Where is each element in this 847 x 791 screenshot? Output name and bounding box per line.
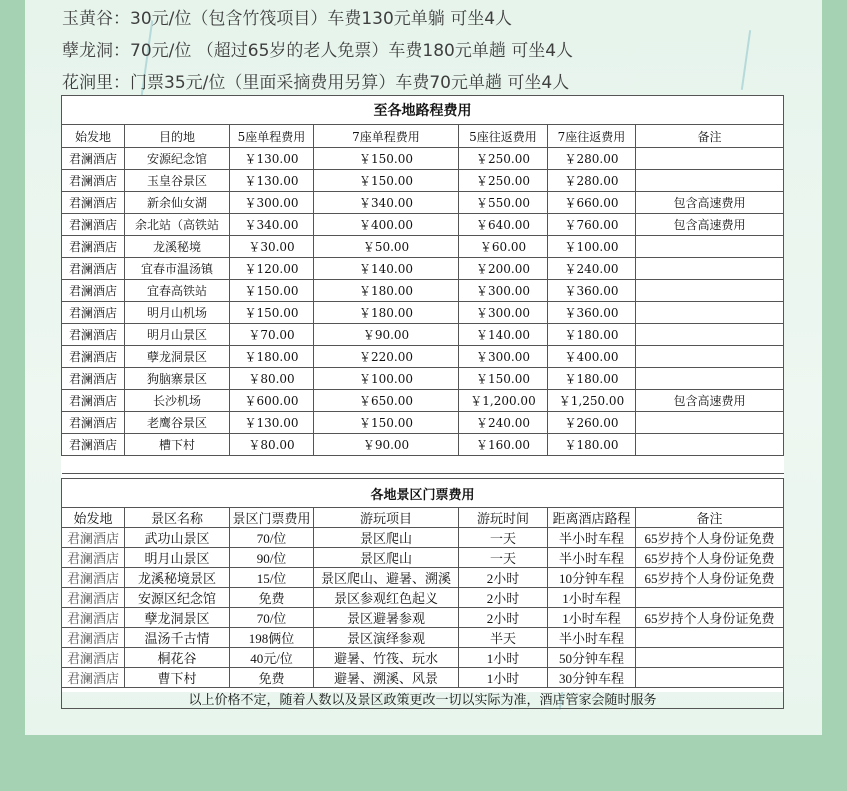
table-cell: 君澜酒店 <box>62 528 125 548</box>
table-cell: 景区爬山、避暑、溯溪 <box>314 568 459 588</box>
table-cell: 1小时车程 <box>548 588 636 608</box>
table-cell: ￥180.00 <box>230 346 314 368</box>
table-cell: ￥650.00 <box>314 390 459 412</box>
table-cell: ￥150.00 <box>314 412 459 434</box>
table-cell: ￥150.00 <box>314 148 459 170</box>
table-cell: 君澜酒店 <box>62 148 125 170</box>
table-row <box>62 528 784 548</box>
table-cell <box>636 434 784 456</box>
table-cell: 君澜酒店 <box>62 390 125 412</box>
column-header: 始发地 <box>62 125 125 148</box>
table-cell: 君澜酒店 <box>62 280 125 302</box>
table-cell: 70/位 <box>230 608 314 628</box>
table-cell: ￥130.00 <box>230 412 314 434</box>
table-row <box>62 608 784 628</box>
table-cell: 君澜酒店 <box>62 214 125 236</box>
table-cell: 温汤千古情 <box>125 628 230 648</box>
table-cell: 2小时 <box>459 608 548 628</box>
table-cell: 65岁持个人身份证免费 <box>636 528 784 548</box>
route-fee-table <box>61 95 784 474</box>
column-header: 距离酒店路程 <box>548 508 636 528</box>
table-cell: ￥600.00 <box>230 390 314 412</box>
table-cell: 15/位 <box>230 568 314 588</box>
table-row <box>62 148 784 170</box>
table-cell: ￥150.00 <box>230 280 314 302</box>
table-cell: ￥100.00 <box>548 236 636 258</box>
table-cell: ￥180.00 <box>548 434 636 456</box>
spacer-cell <box>314 456 459 474</box>
table-cell: 半小时车程 <box>548 528 636 548</box>
table-cell <box>636 628 784 648</box>
table-cell: ￥640.00 <box>459 214 548 236</box>
table-cell: 10分钟车程 <box>548 568 636 588</box>
table-cell: ￥80.00 <box>230 368 314 390</box>
table-cell <box>636 668 784 688</box>
column-header: 游玩时间 <box>459 508 548 528</box>
table-cell: ￥300.00 <box>459 280 548 302</box>
table-cell: 30分钟车程 <box>548 668 636 688</box>
spacer-cell <box>548 456 636 474</box>
route-table-title: 至各地路程费用 <box>62 96 784 125</box>
table-cell: 免费 <box>230 668 314 688</box>
table-cell: 孽龙洞景区 <box>125 608 230 628</box>
table-cell: 包含高速费用 <box>636 390 784 412</box>
table-cell <box>636 258 784 280</box>
table-cell: 65岁持个人身份证免费 <box>636 608 784 628</box>
spacer-cell <box>459 456 548 474</box>
table-cell: 景区爬山 <box>314 528 459 548</box>
table-cell: ￥760.00 <box>548 214 636 236</box>
table-cell: ￥80.00 <box>230 434 314 456</box>
table-cell: 君澜酒店 <box>62 608 125 628</box>
table-cell: ￥660.00 <box>548 192 636 214</box>
table-row <box>62 368 784 390</box>
table-cell: 君澜酒店 <box>62 668 125 688</box>
table-cell: ￥1,250.00 <box>548 390 636 412</box>
table-cell: 包含高速费用 <box>636 192 784 214</box>
table-cell: ￥130.00 <box>230 148 314 170</box>
spacer-cell <box>230 456 314 474</box>
table-cell: ￥150.00 <box>230 302 314 324</box>
table-cell <box>636 148 784 170</box>
table-cell: 君澜酒店 <box>62 648 125 668</box>
table-cell: 君澜酒店 <box>62 236 125 258</box>
table-cell: 桐花谷 <box>125 648 230 668</box>
table-cell: 老鹰谷景区 <box>125 412 230 434</box>
table-cell: ￥180.00 <box>548 324 636 346</box>
table-row <box>62 192 784 214</box>
table-cell: ￥140.00 <box>459 324 548 346</box>
table-row <box>62 628 784 648</box>
table-cell: ￥300.00 <box>230 192 314 214</box>
table-cell: 明月山机场 <box>125 302 230 324</box>
table-cell: 景区演绎参观 <box>314 628 459 648</box>
table-cell: ￥400.00 <box>548 346 636 368</box>
table-cell: 君澜酒店 <box>62 170 125 192</box>
table-cell: ￥280.00 <box>548 170 636 192</box>
table-cell: 宜春高铁站 <box>125 280 230 302</box>
table-cell: 龙溪秘境景区 <box>125 568 230 588</box>
table-cell: 安源纪念馆 <box>125 148 230 170</box>
table-cell: 明月山景区 <box>125 548 230 568</box>
table-cell: ￥220.00 <box>314 346 459 368</box>
table-cell <box>636 280 784 302</box>
table-cell: 槽下村 <box>125 434 230 456</box>
table-cell: ￥60.00 <box>459 236 548 258</box>
table-cell: 君澜酒店 <box>62 192 125 214</box>
table-cell: 新余仙女湖 <box>125 192 230 214</box>
table-cell: 长沙机场 <box>125 390 230 412</box>
table-cell: 君澜酒店 <box>62 302 125 324</box>
table-cell: 一天 <box>459 528 548 548</box>
table-cell: ￥300.00 <box>459 302 548 324</box>
table-cell: 狗脑寨景区 <box>125 368 230 390</box>
table-cell: ￥120.00 <box>230 258 314 280</box>
ticket-table-title: 各地景区门票费用 <box>62 479 784 508</box>
table-row <box>62 668 784 688</box>
table-cell: 君澜酒店 <box>62 324 125 346</box>
column-header: 游玩项目 <box>314 508 459 528</box>
table-row <box>62 346 784 368</box>
table-cell: 1小时 <box>459 648 548 668</box>
table-cell: ￥1,200.00 <box>459 390 548 412</box>
table-cell: ￥30.00 <box>230 236 314 258</box>
column-header: 备注 <box>636 125 784 148</box>
table-row <box>62 412 784 434</box>
table-row <box>62 324 784 346</box>
table-cell: 景区避暑参观 <box>314 608 459 628</box>
table-cell: 君澜酒店 <box>62 346 125 368</box>
table-cell: ￥300.00 <box>459 346 548 368</box>
table-cell: ￥130.00 <box>230 170 314 192</box>
spacer-row <box>62 456 784 474</box>
table-cell: 90/位 <box>230 548 314 568</box>
table-cell: ￥150.00 <box>314 170 459 192</box>
table-cell: ￥180.00 <box>314 280 459 302</box>
table-cell: ￥240.00 <box>548 258 636 280</box>
column-header: 7座单程费用 <box>314 125 459 148</box>
table-cell: 1小时车程 <box>548 608 636 628</box>
table-cell: 孽龙洞景区 <box>125 346 230 368</box>
table-cell: 君澜酒店 <box>62 568 125 588</box>
table-cell <box>636 170 784 192</box>
table-cell: ￥140.00 <box>314 258 459 280</box>
column-header: 5座往返费用 <box>459 125 548 148</box>
spacer-cell <box>62 456 125 474</box>
note-line: 孽龙洞：70元/位 （超过65岁的老人免票）车费180元单趟 可坐4人 <box>62 41 574 61</box>
table-row <box>62 280 784 302</box>
table-cell: ￥340.00 <box>230 214 314 236</box>
table-row <box>62 568 784 588</box>
table-cell: ￥90.00 <box>314 324 459 346</box>
table-cell: ￥280.00 <box>548 148 636 170</box>
table-cell: 65岁持个人身份证免费 <box>636 568 784 588</box>
table-row <box>62 588 784 608</box>
table-cell: 君澜酒店 <box>62 258 125 280</box>
table-cell: ￥250.00 <box>459 170 548 192</box>
table-cell: 65岁持个人身份证免费 <box>636 548 784 568</box>
table-cell: 50分钟车程 <box>548 648 636 668</box>
table-cell: ￥160.00 <box>459 434 548 456</box>
table-cell: 君澜酒店 <box>62 628 125 648</box>
fee-sheet <box>61 95 784 707</box>
table-cell <box>636 648 784 668</box>
table-cell: ￥550.00 <box>459 192 548 214</box>
table-cell: 宜春市温汤镇 <box>125 258 230 280</box>
table-row <box>62 302 784 324</box>
table-cell: 君澜酒店 <box>62 412 125 434</box>
table-cell: 君澜酒店 <box>62 434 125 456</box>
table-row <box>62 390 784 412</box>
column-header: 5座单程费用 <box>230 125 314 148</box>
table-cell: 一天 <box>459 548 548 568</box>
table-cell: 余北站（高铁站 <box>125 214 230 236</box>
table-cell <box>636 588 784 608</box>
column-header: 景区门票费用 <box>230 508 314 528</box>
table-cell: 1小时 <box>459 668 548 688</box>
column-header: 备注 <box>636 508 784 528</box>
table-row <box>62 258 784 280</box>
table-cell: 免费 <box>230 588 314 608</box>
footer-row <box>62 688 784 709</box>
table-cell: ￥50.00 <box>314 236 459 258</box>
table-cell: 避暑、竹筏、玩水 <box>314 648 459 668</box>
table-row <box>62 214 784 236</box>
table-row <box>62 548 784 568</box>
table-cell: 景区爬山 <box>314 548 459 568</box>
column-header: 景区名称 <box>125 508 230 528</box>
table-cell: 明月山景区 <box>125 324 230 346</box>
decorative-streak <box>741 30 751 90</box>
table-cell: 2小时 <box>459 568 548 588</box>
table-cell <box>636 324 784 346</box>
table-cell: 君澜酒店 <box>62 548 125 568</box>
table-cell <box>636 346 784 368</box>
table-cell: 70/位 <box>230 528 314 548</box>
column-header: 始发地 <box>62 508 125 528</box>
column-header: 目的地 <box>125 125 230 148</box>
spacer-cell <box>125 456 230 474</box>
table-cell: 安源区纪念馆 <box>125 588 230 608</box>
table-row <box>62 434 784 456</box>
table-cell: ￥260.00 <box>548 412 636 434</box>
table-cell: ￥250.00 <box>459 148 548 170</box>
table-cell: 2小时 <box>459 588 548 608</box>
table-cell: 半小时车程 <box>548 628 636 648</box>
table-cell: 君澜酒店 <box>62 368 125 390</box>
table-cell: ￥360.00 <box>548 280 636 302</box>
table-cell <box>636 302 784 324</box>
table-cell <box>636 412 784 434</box>
table-cell: 半天 <box>459 628 548 648</box>
table-cell: 龙溪秘境 <box>125 236 230 258</box>
table-cell: ￥180.00 <box>548 368 636 390</box>
footer-note: 以上价格不定，随着人数以及景区政策更改一切以实际为准，酒店管家会随时服务 <box>62 688 784 709</box>
table-cell: 武功山景区 <box>125 528 230 548</box>
table-cell <box>636 236 784 258</box>
table-cell: 曹下村 <box>125 668 230 688</box>
table-cell: 景区参观红色起义 <box>314 588 459 608</box>
table-cell: ￥90.00 <box>314 434 459 456</box>
table-cell <box>636 368 784 390</box>
spacer-cell <box>636 456 784 474</box>
table-cell: 40元/位 <box>230 648 314 668</box>
note-line: 花涧里：门票35元/位（里面采摘费用另算）车费70元单趟 可坐4人 <box>62 73 570 93</box>
table-cell: ￥150.00 <box>459 368 548 390</box>
table-cell: ￥360.00 <box>548 302 636 324</box>
note-line: 玉黄谷：30元/位（包含竹筏项目）车费130元单躺 可坐4人 <box>62 9 513 29</box>
table-row <box>62 236 784 258</box>
table-cell: 君澜酒店 <box>62 588 125 608</box>
table-cell: 避暑、溯溪、风景 <box>314 668 459 688</box>
table-cell: ￥70.00 <box>230 324 314 346</box>
table-cell: ￥200.00 <box>459 258 548 280</box>
table-cell: 198俩位 <box>230 628 314 648</box>
table-cell: ￥180.00 <box>314 302 459 324</box>
table-cell: 半小时车程 <box>548 548 636 568</box>
column-header: 7座往返费用 <box>548 125 636 148</box>
table-row <box>62 648 784 668</box>
ticket-fee-table <box>61 478 784 709</box>
table-cell: ￥340.00 <box>314 192 459 214</box>
table-cell: 玉皇谷景区 <box>125 170 230 192</box>
table-cell: ￥240.00 <box>459 412 548 434</box>
table-cell: 包含高速费用 <box>636 214 784 236</box>
table-cell: ￥100.00 <box>314 368 459 390</box>
table-row <box>62 170 784 192</box>
table-cell: ￥400.00 <box>314 214 459 236</box>
